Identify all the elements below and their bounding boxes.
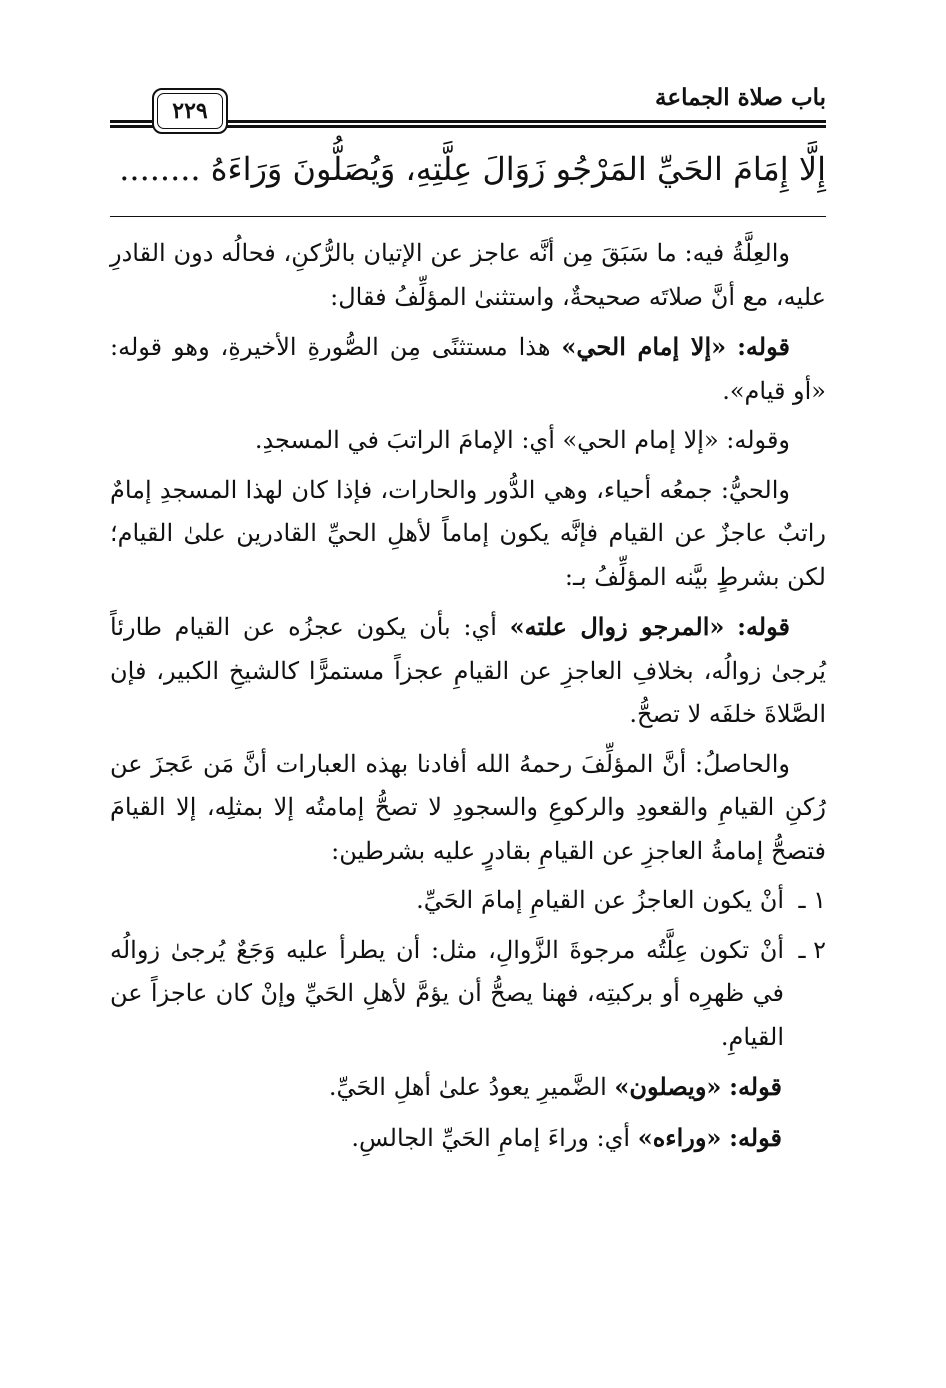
quoted-phrase: «إلا إمام الحي» <box>561 332 727 361</box>
quoted-phrase: «المرجو زوال علته» <box>509 612 725 641</box>
qawluh-label: قوله: <box>737 612 790 641</box>
list-number: ٢ ـ <box>798 935 826 964</box>
qawluh-label: قوله: <box>737 332 790 361</box>
paragraph: قوله: «وراءه» أي: وراءَ إمامِ الحَيِّ الجالسِ. <box>351 1122 782 1152</box>
quoted-phrase: «وراءه» <box>637 1122 722 1152</box>
paragraph: قوله: «المرجو زوال علته» أي: بأن يكون عجزُه عن القيام طارئاً يُرجىٰ زوالُه، بخلافِ العاجزِ عن القيامِ عجزاً مستمرًّا كالشيخِ الكبير، فإن الصَّلاةَ خلفَه لا تصحُّ. <box>110 612 826 728</box>
list-number: ١ ـ <box>798 886 826 914</box>
qawluh-label: قوله: <box>729 1072 782 1101</box>
paragraph: والحيُّ: جمعُه أحياء، وهي الدُّور والحارات، فإذا كان لهذا المسجدِ إمامٌ راتبٌ عاجزٌ عن القيام فإنَّه يكون إماماً لأهلِ الحيِّ القادرين علىٰ القيام؛ لكن بشرطٍ بيَّنه المؤلِّفُ بـ: <box>110 475 827 591</box>
list-item <box>110 879 826 923</box>
page-number <box>152 88 228 134</box>
paragraph: وقوله: «إلا إمام الحي» أي: الإمامَ الراتبَ في المسجدِ. <box>254 426 790 454</box>
list-item <box>110 929 826 1060</box>
divider <box>110 216 826 217</box>
quoted-phrase: «ويصلون» <box>614 1072 722 1101</box>
qawluh-label: قوله: <box>729 1122 782 1152</box>
list-text: أنْ تكون عِلَّتُه مرجوةَ الزَّوالِ، مثل: أن يطرأ عليه وَجَعٌ يُرجىٰ زوالُه في ظهرِه أو بركبتِه، فهنا يصحُّ أن يؤمَّ لأهلِ الحَيِّ وإنْ كان عاجزاً عن القيامِ. <box>110 935 784 1051</box>
paragraph: والحاصلُ: أنَّ المؤلِّفَ رحمهُ الله أفادنا بهذه العبارات أنَّ مَن عَجزَ عن رُكنِ القيامِ والقعودِ والركوعِ والسجودِ لا تصحُّ إمامتُه إلا بمثلِه، إلا القيامَ فتصحُّ إمامةُ العاجزِ عن القيامِ بقادرٍ عليه بشرطين: <box>110 749 826 865</box>
page-number-text: ٢٢٩ <box>172 98 208 124</box>
paragraph: قوله: «ويصلون» الضَّميرِ يعودُ علىٰ أهلِ الحَيِّ. <box>328 1072 782 1101</box>
matn-line: إِلَّا إِمَامَ الحَيِّ المَرْجُو زَوَالَ عِلَّتِهِ، وَيُصَلُّونَ وَرَاءَهُ ........ <box>119 150 826 188</box>
commentary-body <box>110 232 826 1166</box>
paragraph: والعِلَّةُ فيه: ما سَبَقَ مِن أنَّه عاجز عن الإتيان بالرُّكنِ، فحالُه دون القادرِ عليه، مع أنَّ صلاتَه صحيحةٌ، واستثنىٰ المؤلِّفُ فقال: <box>110 239 826 311</box>
paragraph: قوله: «إلا إمام الحي» هذا مستثنًى مِن الصُّورةِ الأخيرةِ، وهو قوله: «أو قيام». <box>110 332 826 405</box>
page-header <box>110 78 826 138</box>
chapter-title: باب صلاة الجماعة <box>655 84 826 111</box>
list-text: أنْ يكون العاجزُ عن القيامِ إمامَ الحَيِّ. <box>416 886 784 914</box>
